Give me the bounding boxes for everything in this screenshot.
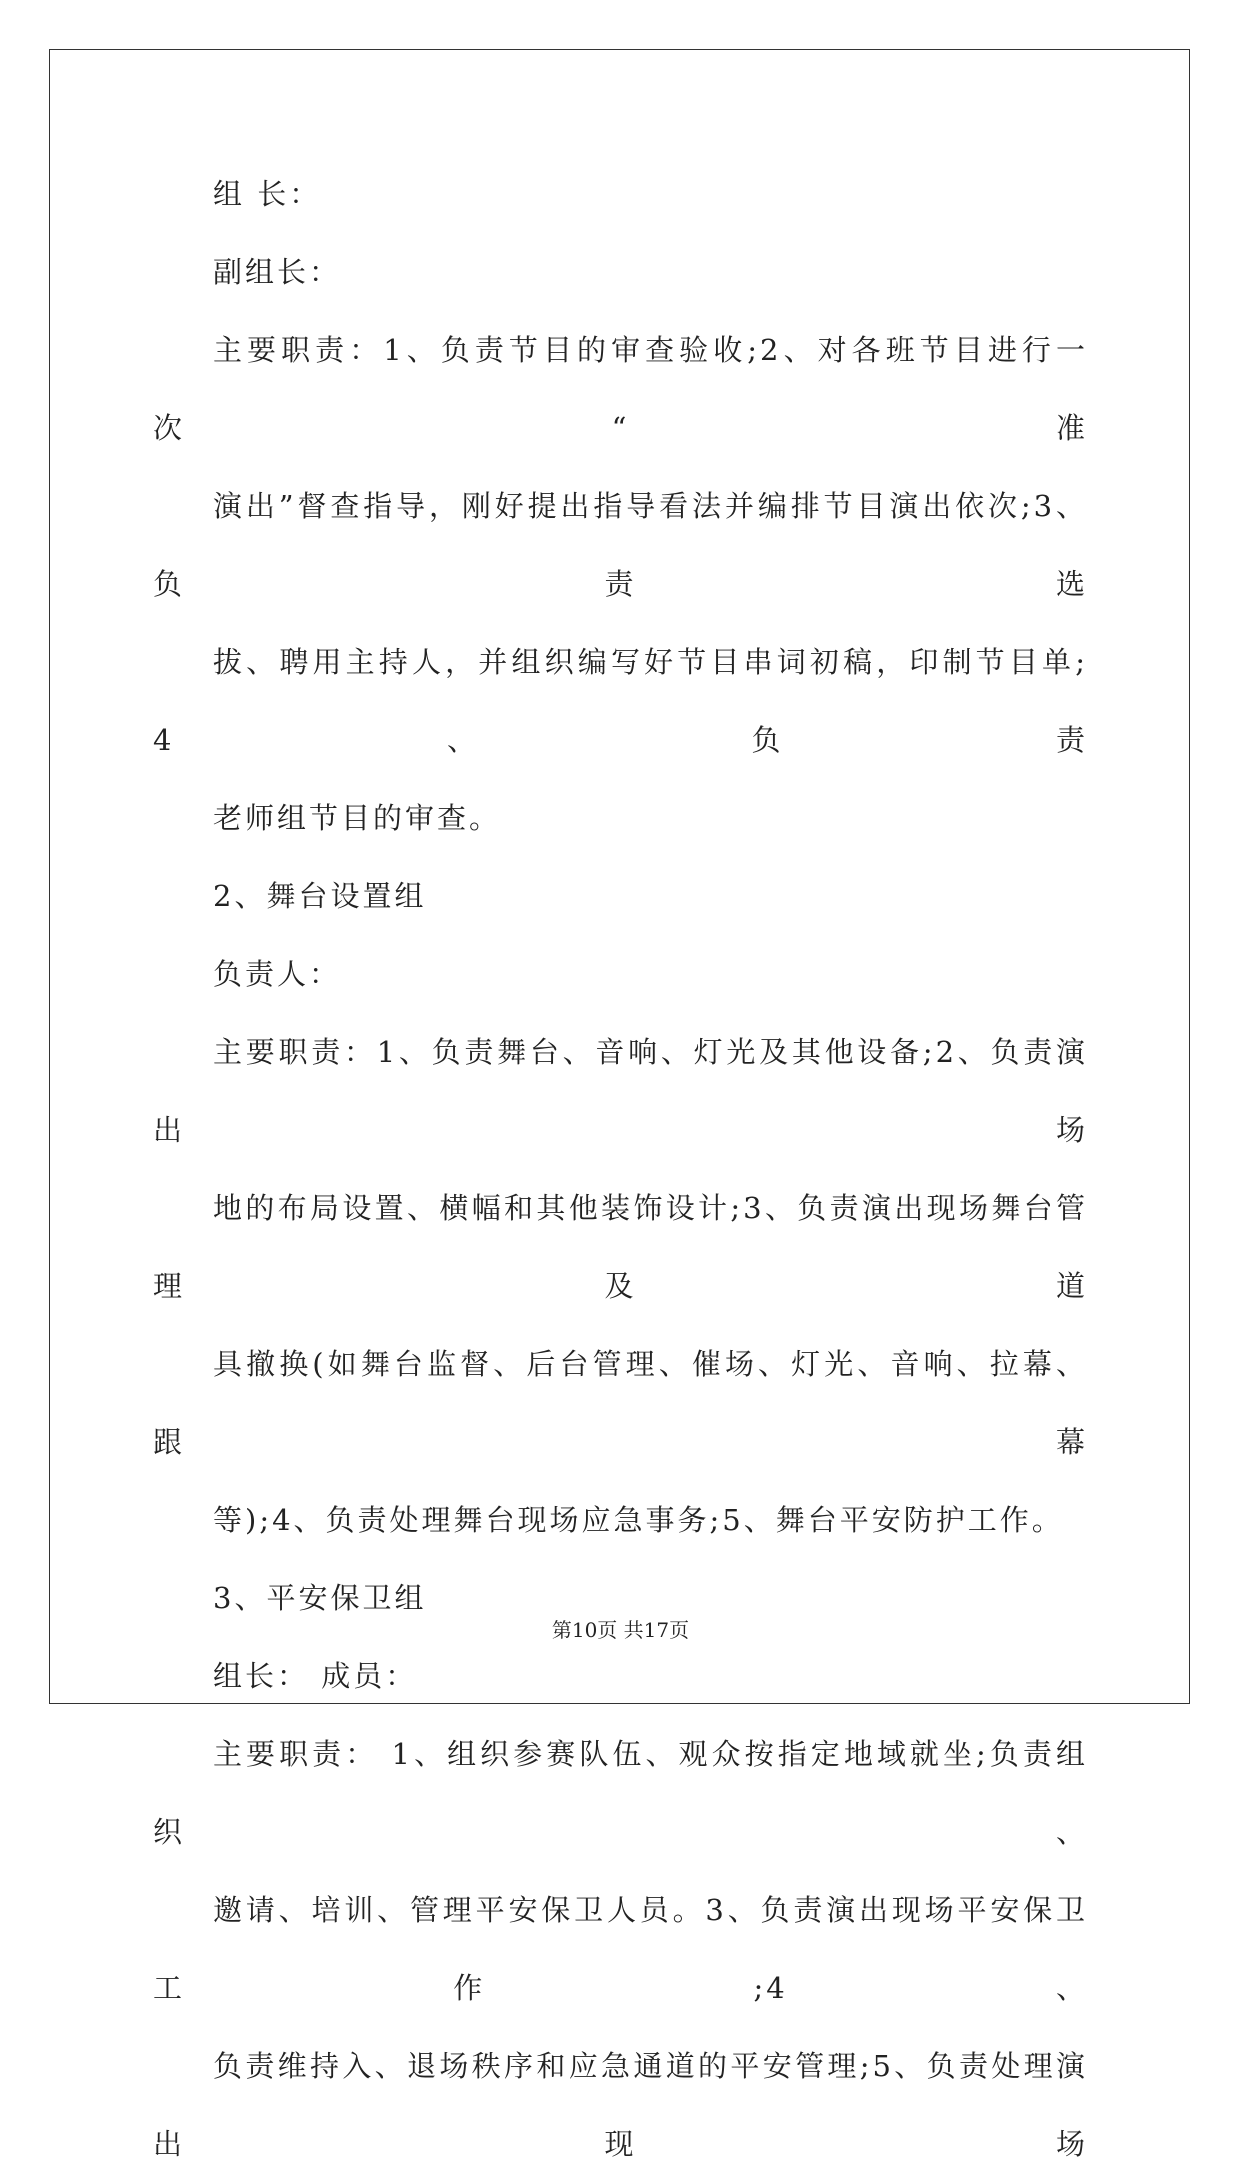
text-line: 邀请、培训、管理平安保卫人员。3、负责演出现场平安保卫工作;4、 (153, 1893, 1088, 2005)
text-line: 地的布局设置、横幅和其他装饰设计;3、负责演出现场舞台管理及道 (153, 1191, 1088, 1303)
paragraph-deputy-leader (153, 233, 1088, 311)
paragraph-group-leader (153, 155, 1088, 233)
paragraph-duties-stage (153, 1013, 1088, 1559)
paragraph-duties-security (153, 1715, 1088, 2183)
text-line: 组长： 成员： (213, 1659, 418, 1693)
page-footer: 第10页 共17页 (551, 1618, 690, 1642)
text-line: 拔、聘用主持人，并组织编写好节目串词初稿，印制节目单;4、负责 (153, 645, 1088, 757)
text-line: 等);4、负责处理舞台现场应急事务;5、舞台平安防护工作。 (213, 1503, 1064, 1537)
paragraph-leader-members (153, 1637, 1088, 1715)
paragraph-person-in-charge (153, 935, 1088, 1013)
text-line: 演出”督查指导，刚好提出指导看法并编排节目演出依次;3、负责选 (153, 489, 1088, 601)
text-line: 3、平安保卫组 (213, 1581, 427, 1615)
text-line: 主要职责： 1、组织参赛队伍、观众按指定地域就坐;负责组织、 (153, 1737, 1088, 1849)
text-line: 副组长： (213, 255, 342, 289)
text-line: 2、舞台设置组 (213, 879, 427, 913)
paragraph-duties-program (153, 311, 1088, 857)
text-line: 主要职责：1、负责舞台、音响、灯光及其他设备;2、负责演出场 (153, 1035, 1088, 1147)
text-line: 老师组节目的审查。 (213, 801, 502, 835)
text-line: 负责维持入、退场秩序和应急通道的平安管理;5、负责处理演出现场 (153, 2049, 1088, 2161)
document-body (153, 155, 1088, 2183)
text-line: 组 长： (213, 177, 322, 211)
section-heading-stage (153, 857, 1088, 935)
text-line: 主要职责：1、负责节目的审查验收;2、对各班节目进行一次“准 (153, 333, 1088, 445)
text-line: 具撤换(如舞台监督、后台管理、催场、灯光、音响、拉幕、跟幕 (153, 1347, 1088, 1459)
text-line: 负责人： (213, 957, 342, 991)
